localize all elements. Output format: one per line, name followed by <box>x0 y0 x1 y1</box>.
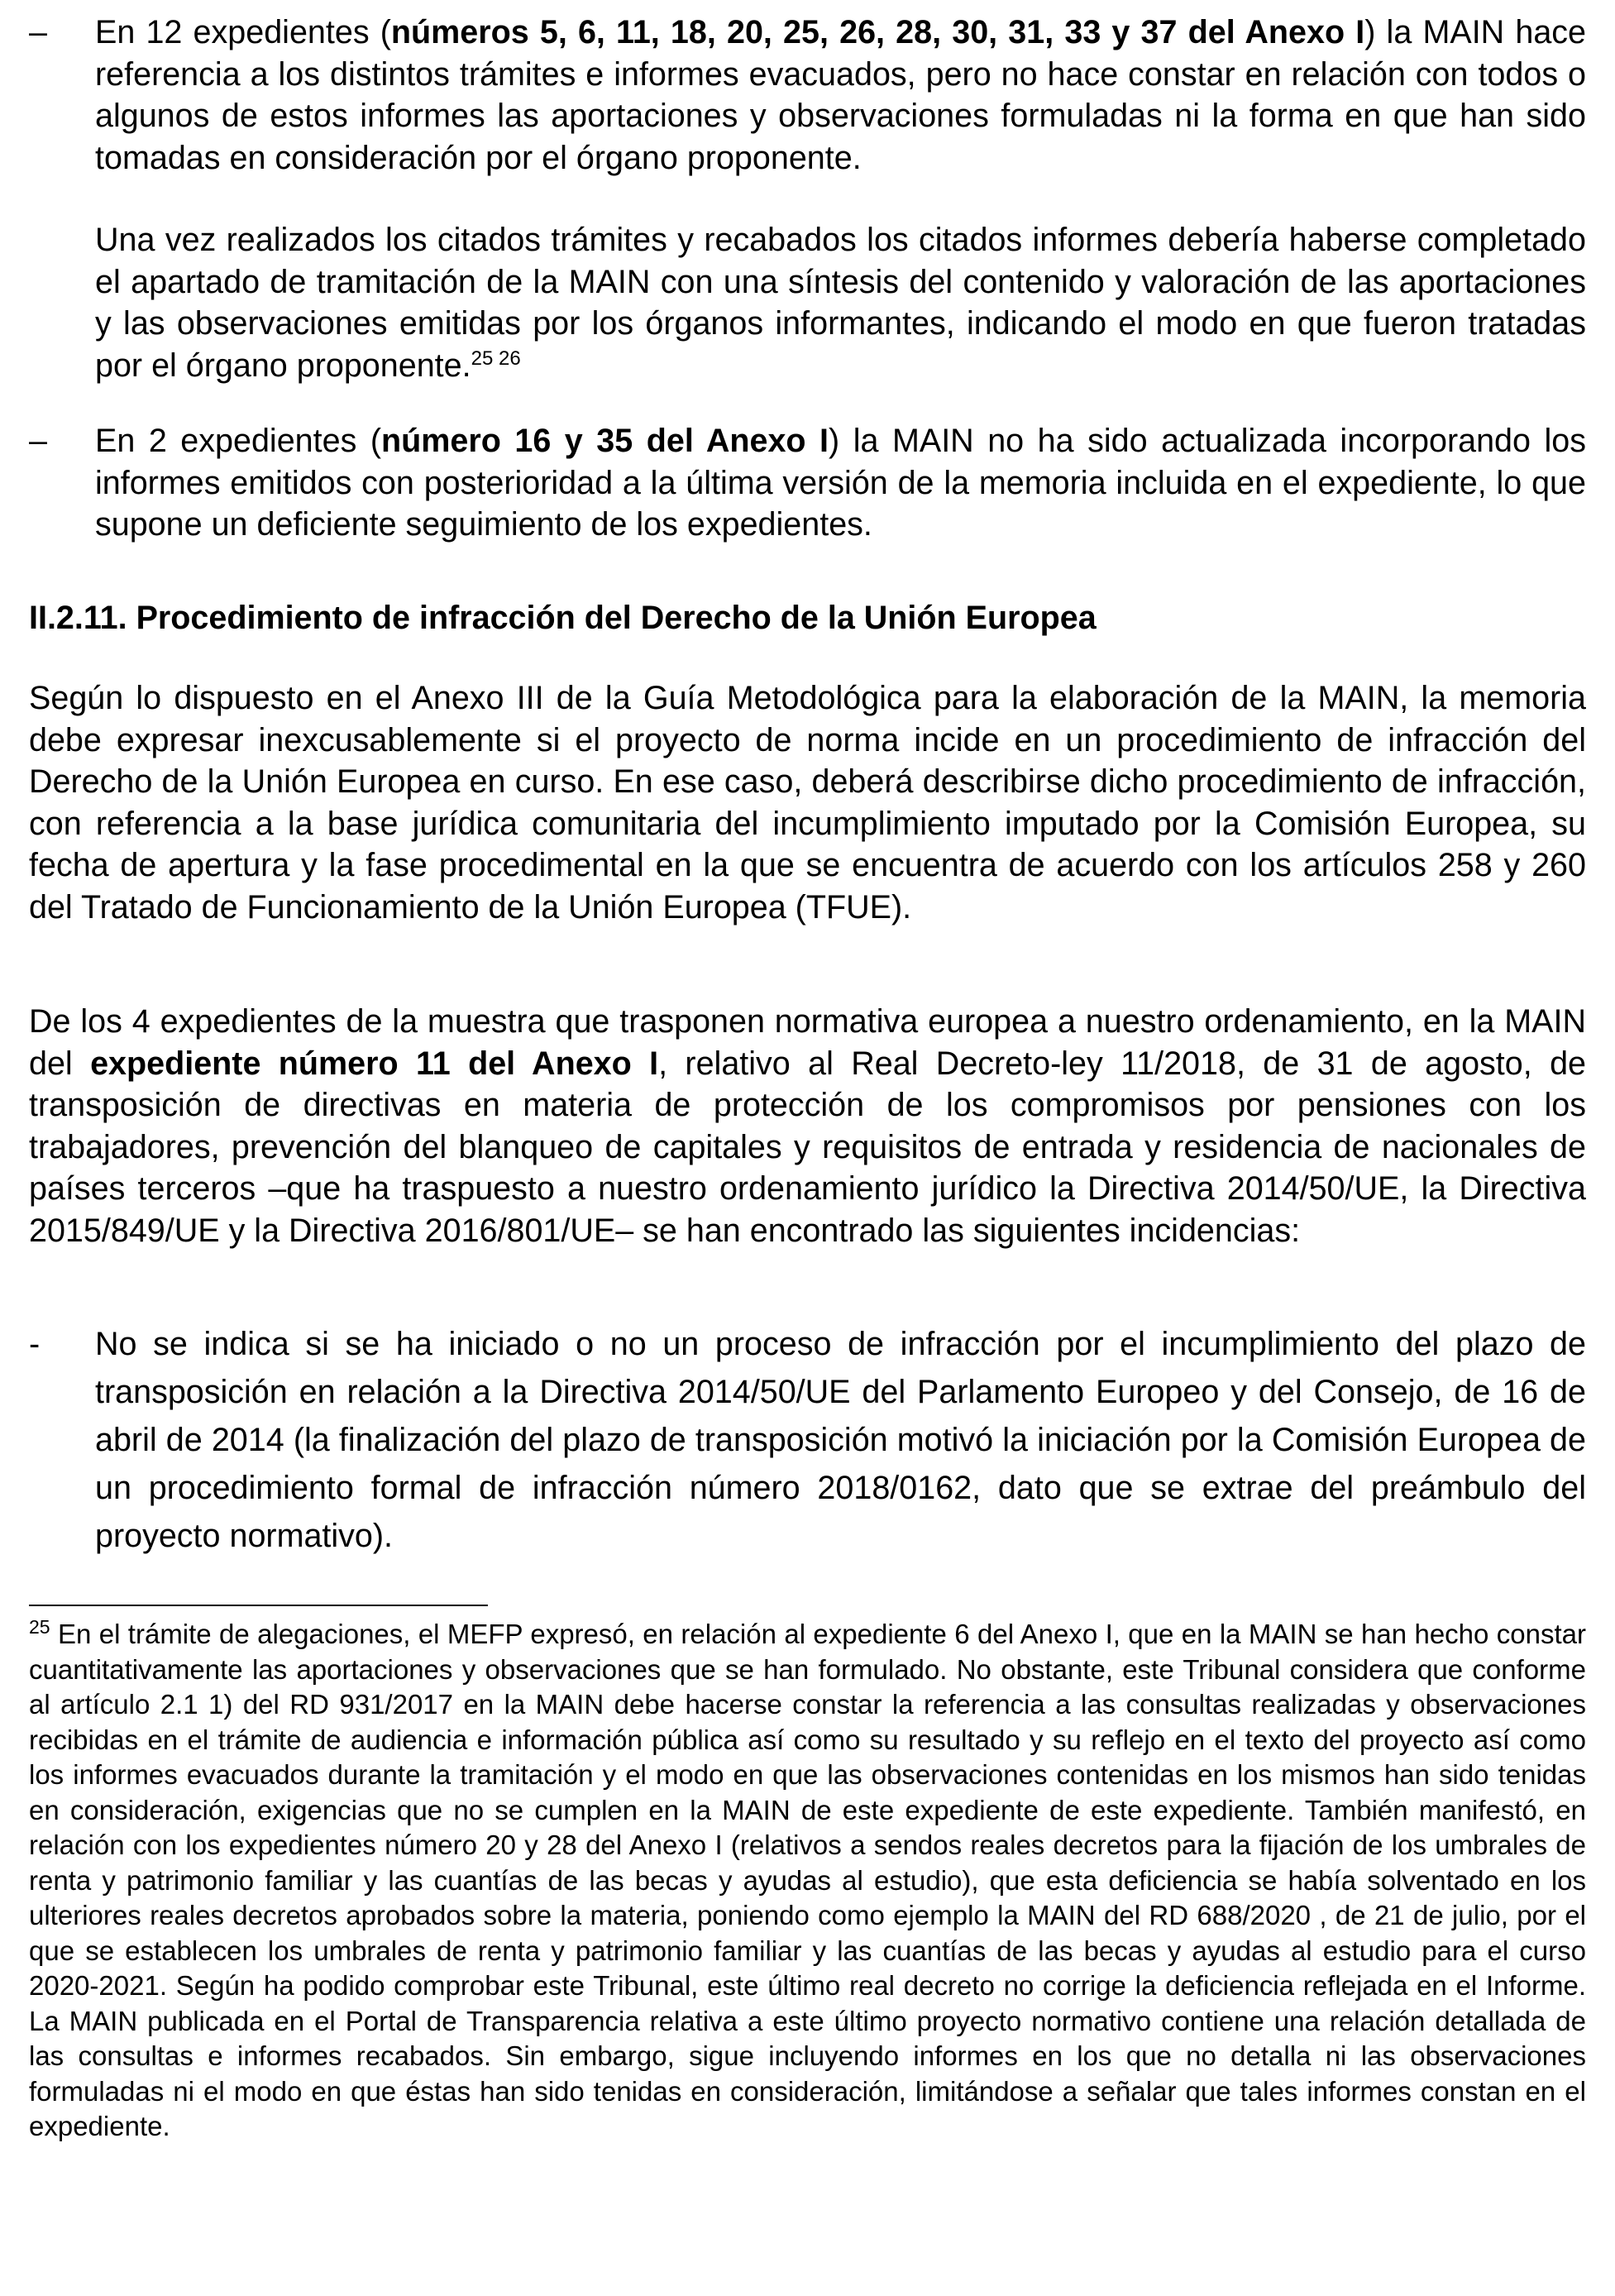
list-marker: – <box>29 14 47 50</box>
section-heading: II.2.11. Procedimiento de infracción del Derecho de la Unión Europea <box>29 600 1097 636</box>
paragraph: Según lo dispuesto en el Anexo III de la Guía Metodológica para la elaboración de la MAIN, la memoria debe expresar inexcusablemente si el proyecto de norma incide en un procedimiento de infracción del Derecho de la Unión Europea en curso. En ese caso, deberá describirse dicho procedimiento de infracción, con referencia a la base jurídica comunitaria del incumplimiento imputado por la Comisión Europea, su fecha de apertura y la fase procedimental en la que se encuentra de acuerdo con los artículos 258 y 260 del Tratado de Funcionamiento de la Unión Europea (TFUE). <box>29 680 1586 926</box>
list-item <box>29 1320 1586 1560</box>
list-item-text: En 2 expedientes (número 16 y 35 del Anexo I) la MAIN no ha sido actualizada incorporando los informes emitidos con posterioridad a la última versión de la memoria incluida en el expediente, lo que supone un deficiente seguimiento de los expedientes. <box>95 423 1586 543</box>
list-marker: - <box>29 1326 41 1362</box>
list-item <box>29 12 1586 179</box>
list-item <box>29 420 1586 546</box>
list-item-text: No se indica si se ha iniciado o no un proceso de infracción por el incumplimiento del plazo de transposición en relación a la Directiva 2014/50/UE del Parlamento Europeo y del Consejo, de 16 de abril de 2014 (la finalización del plazo de transposición motivó la iniciación por la Comisión Europea de un procedimiento formal de infracción número 2018/0162, dato que se extrae del preámbulo del proyecto normativo). <box>95 1326 1586 1554</box>
list-item-text: En 12 expedientes (números 5, 6, 11, 18, 20, 25, 26, 28, 30, 31, 33 y 37 del Anexo I) la MAIN hace referencia a los distintos trámites e informes evacuados, pero no hace constar en relación con todos o algunos de estos informes las aportaciones y observaciones formuladas ni la forma en que han sido tomadas en consideración por el órgano proponente. <box>95 14 1587 176</box>
list-marker: – <box>29 423 47 459</box>
footnote-reference[interactable]: 25 26 <box>471 347 521 370</box>
footnote-separator <box>29 1605 488 1606</box>
footnote-number: 25 <box>29 1616 50 1638</box>
paragraph: De los 4 expedientes de la muestra que trasponen normativa europea a nuestro ordenamiento, en la MAIN del expediente número 11 del Anexo I, relativo al Real Decreto-ley 11/2018, de 31 de agosto, de transposición de directivas en materia de protección de los compromisos por pensiones con los trabajadores, prevención del blanqueo de capitales y requisitos de entrada y residencia de nacionales de países terceros –que ha traspuesto a nuestro ordenamiento jurídico la Directiva 2014/50/UE, la Directiva 2015/849/UE y la Directiva 2016/801/UE– se han encontrado las siguientes incidencias: <box>29 1003 1587 1249</box>
footnote-text: En el trámite de alegaciones, el MEFP expresó, en relación al expediente 6 del Anexo I, que en la MAIN se han hecho constar cuantitativamente las aportaciones y observaciones que se han formulado. No obstante, este Tribunal considera que conforme al artículo 2.1 1) del RD 931/2017 en la MAIN debe hacerse constar la referencia a las consultas realizadas y observaciones recibidas en el trámite de audiencia e información pública así como su resultado y su reflejo en el texto del proyecto así como los informes evacuados durante la tramitación y el modo en que las observaciones contenidas en los mismos han sido tenidas en consideración, exigencias que no se cumplen en la MAIN de este expediente de este expediente. También manifestó, en relación con los expedientes número 20 y 28 del Anexo I (relativos a sendos reales decretos para la fijación de los umbrales de renta y patrimonio familiar y las cuantías de las becas y ayudas al estudio), que esta deficiencia se había solventado en los ulteriores reales decretos aprobados sobre la materia, poniendo como ejemplo la MAIN del RD 688/2020 , de 21 de julio, por el que se establecen los umbrales de renta y patrimonio familiar y las cuantías de las becas y ayudas al estudio para el curso 2020-2021. Según ha podido comprobar este Tribunal, este último real decreto no corrige la deficiencia reflejada en el Informe. La MAIN publicada en el Portal de Transparencia relativa a este último proyecto normativo contiene una relación detallada de las consultas e informes recabados. Sin embargo, sigue incluyendo informes en los que no detalla ni las observaciones formuladas ni el modo en que éstas han sido tenidas en consideración, limitándose a señalar que tales informes constan en el expediente. <box>29 1619 1586 2141</box>
footnote <box>29 1617 1586 2145</box>
paragraph: Una vez realizados los citados trámites y recabados los citados informes debería haberse completado el apartado de tramitación de la MAIN con una síntesis del contenido y valoración de las aportaciones y las observaciones emitidas por los órganos informantes, indicando el modo en que fueron tratadas por el órgano proponente.$^{25 26}$ <box>95 222 1586 384</box>
